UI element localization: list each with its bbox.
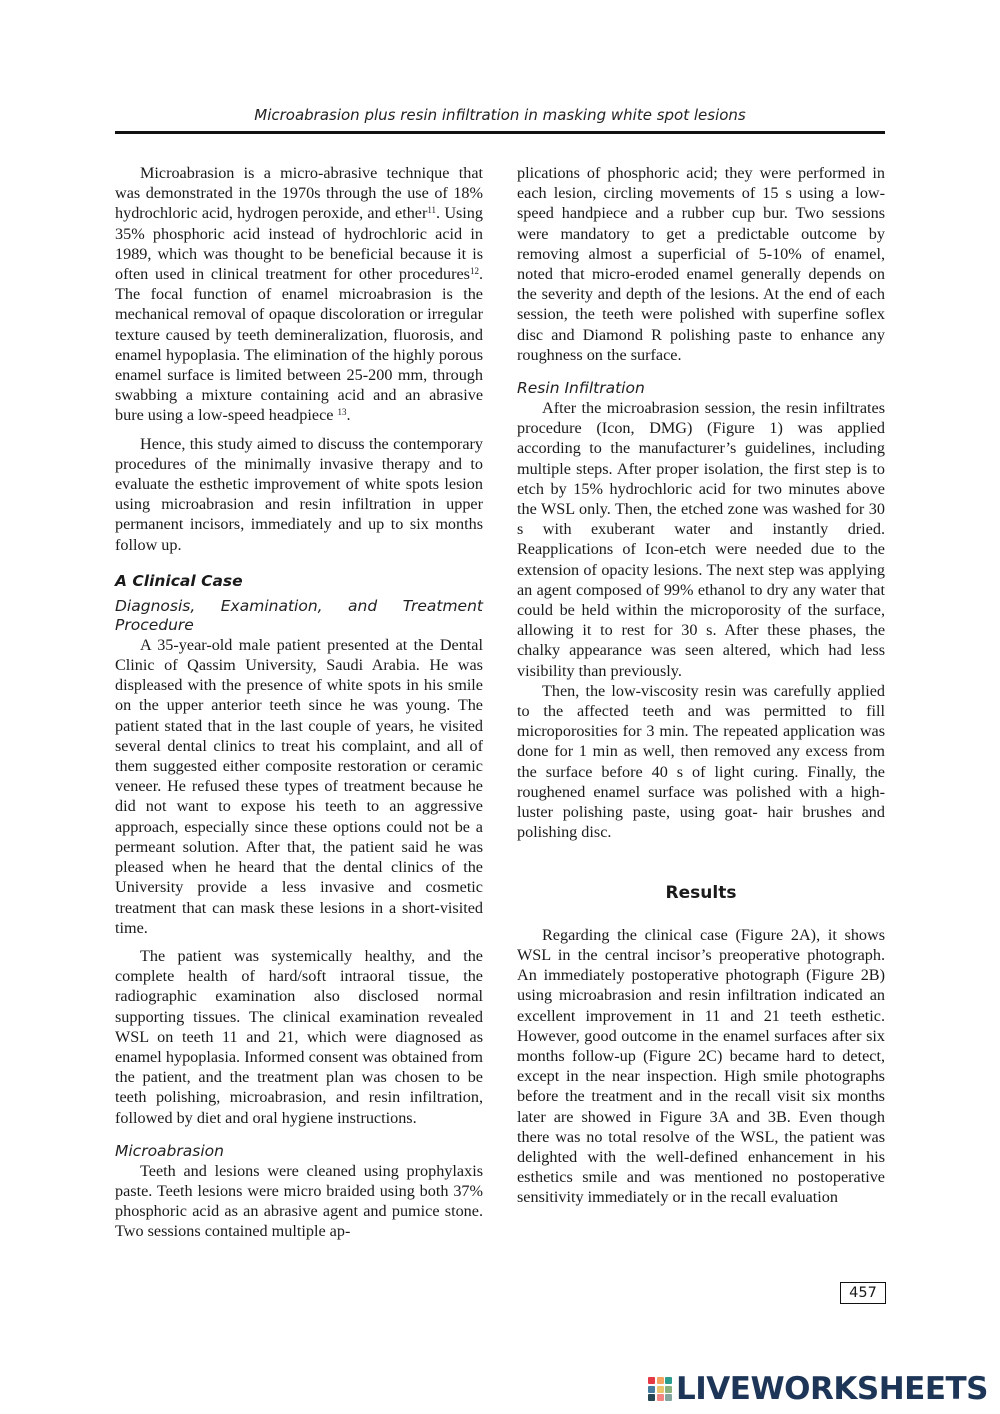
reference-11: 11 bbox=[427, 205, 437, 216]
results-paragraph: Regarding the clinical case (Figure 2A), it shows WSL in the central incisor’s preoperative photograph. An immediately postoperative photograph (Figure 2B) using microabrasion and resin infiltration indicated an excellent improvement in 11 and 21 teeth esthetic. However, good outcome in the enamel surfaces after six months follow-up (Figure 2C) became hard to detect, except in the near inspection. High smile photographs before the treatment and in the recall visit six months later are showed in Figure 3A and 3B. Even though there was no total resolve of the WSL, the patient was delighted with the well-defined enhancement in his esthetics smile and was mentioned no postoperative sensitivity immediately or in the recall evaluation bbox=[517, 925, 885, 1207]
intro-text-c: . The focal function of enamel microabrasion is the mechanical removal of opaque discoloration or irregular texture caused by teeth demineralization, fluorosis, and enamel hypoplasia. The elimination of the highly porous enamel surface is limited between 25-200 mm, through swabbing a mixture containing acid and an abrasive bure using a low-speed headpiece bbox=[115, 265, 483, 425]
logo-tile bbox=[665, 1394, 672, 1401]
logo-tile bbox=[648, 1386, 655, 1393]
logo-tile bbox=[665, 1377, 672, 1384]
subsection-heading-microabrasion: Microabrasion bbox=[115, 1141, 224, 1160]
right-column bbox=[517, 163, 885, 1208]
reference-13: 13 bbox=[337, 407, 347, 418]
page-number: 457 bbox=[840, 1282, 886, 1304]
reference-12: 12 bbox=[469, 266, 479, 277]
liveworksheets-wordmark: LIVEWORKSHEETS bbox=[676, 1371, 988, 1407]
resin-paragraph-2: Then, the low-viscosity resin was carefully applied to the affected teeth and was permitted to fill microporosities for 3 min. The repeated application was done for 1 min as well, then removed any excess from the surface before 40 s of light curing. Finally, the roughened enamel surface was polished with a high-luster polishing paste, using goat- hair brushes and polishing disc. bbox=[517, 681, 885, 842]
section-heading-clinical-case: A Clinical Case bbox=[115, 571, 243, 590]
liveworksheets-logo-icon bbox=[648, 1377, 672, 1401]
microabrasion-paragraph: Teeth and lesions were cleaned using prophylaxis paste. Teeth lesions were micro braided using both 37% phosphoric acid as an abrasive agent and pumice stone. Two sessions contained multiple ap- bbox=[115, 1161, 483, 1241]
intro-text-d: . bbox=[346, 406, 351, 425]
left-column bbox=[115, 163, 483, 1242]
intro-paragraph-2: Hence, this study aimed to discuss the contemporary procedures of the minimally invasive therapy and to evaluate the esthetic improvement of white spots lesion using microabrasion and resin infiltration in upper permanent incisors, immediately and up to six months follow up. bbox=[115, 434, 483, 554]
logo-tile bbox=[657, 1394, 664, 1401]
intro-text-b: . Using 35% phosphoric acid instead of hydrochloric acid in 1989, which was thought to be beneficial because it is often used in clinical treatment for other procedures bbox=[115, 204, 483, 284]
microabrasion-continued: plications of phosphoric acid; they were performed in each lesion, circling movements of 15 s using a low-speed handpiece and a rubber cup bur. Two sessions were mandatory to get a predictable outcome by removing almost a superficial of 5-10% of enamel, noted that micro-eroded enamel generally depends on the severity and depth of the lesions. At the end of each session, the teeth were polished with superfine soflex disc and Diamond R polishing paste to enhance any roughness on the surface. bbox=[517, 164, 885, 364]
subsection-heading-diagnosis: Diagnosis, Examination, and Treatment Procedure bbox=[115, 596, 483, 634]
running-title: Microabrasion plus resin infiltration in masking white spot lesions bbox=[254, 106, 746, 124]
logo-tile bbox=[648, 1394, 655, 1401]
resin-paragraph-1: After the microabrasion session, the resin infiltrates procedure (Icon, DMG) (Figure 1) was applied according to the manufacturer’s guidelines, including multiple steps. After proper isolation, the first step is to etch by 15% hydrochloric acid for two minutes above the WSL only. Then, the etched zone was washed for 30 s with exuberant water and instantly dried. Reapplications of Icon-etch were needed due to the extension of opacity lesions. The next step was applying an agent composed of 99% ethanol to dry any water that could be held within the microporosity of the surface, allowing it to rest for 30 s. After these phases, the chalky appearance was seen altered, which had less visibility than previously. bbox=[517, 399, 885, 680]
logo-tile bbox=[648, 1377, 655, 1384]
case-paragraph-1: A 35-year-old male patient presented at the Dental Clinic of Qassim University, Saudi Arabia. He was displeased with the presence of white spots in his smile on the upper anterior teeth since he was young. The patient stated that in the last couple of years, he visited several dental clinics to treat his complaint, and all of them suggested either composite restoration or ceramic veneer. He refused these types of treatment because he did not want to expose his teeth to an aggressive approach, especially since these options could not be a permeant solution. After that, the patient said he was pleased when he heard that the dental clinics of the University provide a less invasive and cosmetic treatment that can mask these lesions in a short-visited time. bbox=[115, 635, 483, 937]
subsection-heading-resin-infiltration: Resin Infiltration bbox=[517, 379, 645, 398]
section-heading-results: Results bbox=[665, 882, 737, 903]
logo-tile bbox=[657, 1386, 664, 1393]
intro-text-a: Microabrasion is a micro-abrasive technique that was demonstrated in the 1970s through the use of 18% hydrochloric acid, hydrogen peroxide, and ether bbox=[115, 164, 483, 223]
logo-tile bbox=[665, 1386, 672, 1393]
header-rule bbox=[115, 131, 885, 134]
case-paragraph-2: The patient was systemically healthy, and the complete health of hard/soft intraoral tissue, the radiographic examination also disclosed normal supporting tissues. The clinical examination revealed WSL on teeth 11 and 21, which were diagnosed as enamel hypoplasia. Informed consent was obtained from the patient, and the treatment plan was chosen to be teeth polishing, microabrasion, and resin infiltration, followed by diet and oral hygiene instructions. bbox=[115, 946, 483, 1127]
intro-paragraph-1 bbox=[115, 163, 483, 426]
logo-tile bbox=[657, 1377, 664, 1384]
liveworksheets-watermark[interactable] bbox=[648, 1370, 988, 1408]
